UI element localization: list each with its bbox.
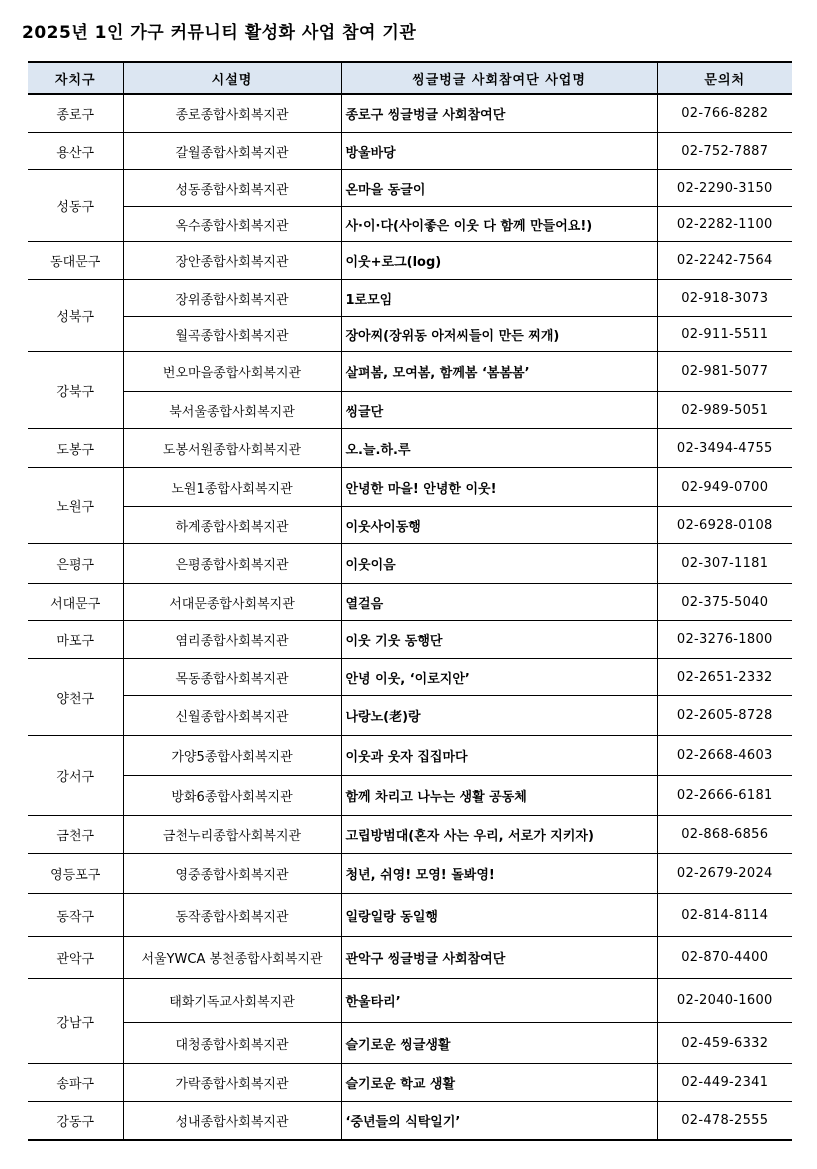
phone-cell: 02-2666-6181 xyxy=(657,776,792,816)
program-cell: 이웃 기웃 동행단 xyxy=(341,621,657,659)
phone-cell: 02-449-2341 xyxy=(657,1064,792,1102)
phone-cell: 02-459-6332 xyxy=(657,1023,792,1064)
phone-cell: 02-989-5051 xyxy=(657,392,792,429)
phone-cell: 02-3494-4755 xyxy=(657,429,792,468)
facility-cell: 가양5종합사회복지관 xyxy=(123,736,341,776)
facility-cell: 태화기독교사회복지관 xyxy=(123,979,341,1023)
table-row xyxy=(28,776,792,816)
table-row xyxy=(28,584,792,621)
district-cell: 용산구 xyxy=(28,133,123,170)
district-cell: 동작구 xyxy=(28,894,123,937)
table-row xyxy=(28,544,792,584)
program-cell: 슬기로운 씽글생활 xyxy=(341,1023,657,1064)
phone-cell: 02-3276-1800 xyxy=(657,621,792,659)
phone-cell: 02-766-8282 xyxy=(657,94,792,133)
phone-cell: 02-2282-1100 xyxy=(657,207,792,242)
table-row xyxy=(28,1102,792,1141)
table-row xyxy=(28,736,792,776)
phone-cell: 02-981-5077 xyxy=(657,352,792,392)
table-body xyxy=(28,94,792,1140)
program-cell: 1로모임 xyxy=(341,280,657,317)
district-cell: 성북구 xyxy=(28,280,123,352)
facility-cell: 대청종합사회복지관 xyxy=(123,1023,341,1064)
table-row xyxy=(28,429,792,468)
facility-cell: 신월종합사회복지관 xyxy=(123,696,341,736)
program-cell: 온마을 동글이 xyxy=(341,170,657,207)
district-cell: 서대문구 xyxy=(28,584,123,621)
header-district: 자치구 xyxy=(28,62,123,94)
table-row xyxy=(28,170,792,207)
program-cell: 이웃과 웃자 집집마다 xyxy=(341,736,657,776)
district-cell: 종로구 xyxy=(28,94,123,133)
phone-cell: 02-918-3073 xyxy=(657,280,792,317)
program-cell: 열걸음 xyxy=(341,584,657,621)
phone-cell: 02-911-5511 xyxy=(657,317,792,352)
phone-cell: 02-2242-7564 xyxy=(657,242,792,280)
program-cell: 방울바당 xyxy=(341,133,657,170)
phone-cell: 02-2668-4603 xyxy=(657,736,792,776)
facility-cell: 월곡종합사회복지관 xyxy=(123,317,341,352)
table-row xyxy=(28,696,792,736)
district-cell: 양천구 xyxy=(28,659,123,736)
program-cell: 오.늘.하.루 xyxy=(341,429,657,468)
facility-cell: 종로종합사회복지관 xyxy=(123,94,341,133)
facility-cell: 금천누리종합사회복지관 xyxy=(123,816,341,854)
program-cell: 종로구 씽글벙글 사회참여단 xyxy=(341,94,657,133)
page-title: 2025년 1인 가구 커뮤니티 활성화 사업 참여 기관 xyxy=(22,23,417,43)
phone-cell: 02-2605-8728 xyxy=(657,696,792,736)
table-row xyxy=(28,207,792,242)
facility-cell: 갈월종합사회복지관 xyxy=(123,133,341,170)
header-program: 씽글벙글 사회참여단 사업명 xyxy=(341,62,657,94)
program-cell: 고립방범대(혼자 사는 우리, 서로가 지키자) xyxy=(341,816,657,854)
participating-institutions-table xyxy=(28,61,792,1141)
program-cell: 이웃이음 xyxy=(341,544,657,584)
facility-cell: 방화6종합사회복지관 xyxy=(123,776,341,816)
district-cell: 은평구 xyxy=(28,544,123,584)
phone-cell: 02-478-2555 xyxy=(657,1102,792,1141)
program-cell: 사·이·다(사이좋은 이웃 다 함께 만들어요!) xyxy=(341,207,657,242)
district-cell: 영등포구 xyxy=(28,854,123,894)
facility-cell: 은평종합사회복지관 xyxy=(123,544,341,584)
facility-cell: 노원1종합사회복지관 xyxy=(123,468,341,507)
program-cell: 함께 차리고 나누는 생활 공동체 xyxy=(341,776,657,816)
district-cell: 송파구 xyxy=(28,1064,123,1102)
table-row xyxy=(28,317,792,352)
program-cell: 청년, 쉬영! 모영! 돌봐영! xyxy=(341,854,657,894)
facility-cell: 성동종합사회복지관 xyxy=(123,170,341,207)
table-row xyxy=(28,352,792,392)
facility-cell: 목동종합사회복지관 xyxy=(123,659,341,696)
table-row xyxy=(28,468,792,507)
program-cell: 살펴봄, 모여봄, 함께봄 ‘봄봄봄’ xyxy=(341,352,657,392)
program-cell: 이웃+로그(log) xyxy=(341,242,657,280)
program-cell: ‘중년들의 식탁일기’ xyxy=(341,1102,657,1141)
table-header-row xyxy=(28,62,792,94)
header-facility: 시설명 xyxy=(123,62,341,94)
program-cell: 관악구 씽글벙글 사회참여단 xyxy=(341,937,657,979)
header-contact: 문의처 xyxy=(657,62,792,94)
phone-cell: 02-2651-2332 xyxy=(657,659,792,696)
table-row xyxy=(28,1064,792,1102)
district-cell: 강서구 xyxy=(28,736,123,816)
table-row xyxy=(28,816,792,854)
phone-cell: 02-870-4400 xyxy=(657,937,792,979)
facility-cell: 영중종합사회복지관 xyxy=(123,854,341,894)
table-row xyxy=(28,94,792,133)
facility-cell: 가락종합사회복지관 xyxy=(123,1064,341,1102)
program-cell: 안녕 이웃, ‘이로지안’ xyxy=(341,659,657,696)
facility-cell: 옥수종합사회복지관 xyxy=(123,207,341,242)
phone-cell: 02-375-5040 xyxy=(657,584,792,621)
phone-cell: 02-949-0700 xyxy=(657,468,792,507)
table-row xyxy=(28,937,792,979)
phone-cell: 02-752-7887 xyxy=(657,133,792,170)
program-cell: 이웃사이동행 xyxy=(341,507,657,544)
district-cell: 강남구 xyxy=(28,979,123,1064)
program-cell: 장아찌(장위동 아저씨들이 만든 찌개) xyxy=(341,317,657,352)
facility-cell: 도봉서원종합사회복지관 xyxy=(123,429,341,468)
district-cell: 도봉구 xyxy=(28,429,123,468)
phone-cell: 02-814-8114 xyxy=(657,894,792,937)
district-cell: 금천구 xyxy=(28,816,123,854)
table-row xyxy=(28,854,792,894)
table-row xyxy=(28,979,792,1023)
district-cell: 성동구 xyxy=(28,170,123,242)
table-row xyxy=(28,392,792,429)
program-cell: 안녕한 마을! 안녕한 이웃! xyxy=(341,468,657,507)
facility-cell: 서울YWCA 봉천종합사회복지관 xyxy=(123,937,341,979)
phone-cell: 02-307-1181 xyxy=(657,544,792,584)
table-row xyxy=(28,242,792,280)
facility-cell: 하계종합사회복지관 xyxy=(123,507,341,544)
program-cell: 씽글단 xyxy=(341,392,657,429)
phone-cell: 02-6928-0108 xyxy=(657,507,792,544)
table-row xyxy=(28,1023,792,1064)
facility-cell: 장위종합사회복지관 xyxy=(123,280,341,317)
facility-cell: 염리종합사회복지관 xyxy=(123,621,341,659)
district-cell: 동대문구 xyxy=(28,242,123,280)
table-row xyxy=(28,621,792,659)
facility-cell: 서대문종합사회복지관 xyxy=(123,584,341,621)
facility-cell: 북서울종합사회복지관 xyxy=(123,392,341,429)
program-cell: 일랑일랑 동일행 xyxy=(341,894,657,937)
phone-cell: 02-2040-1600 xyxy=(657,979,792,1023)
district-cell: 관악구 xyxy=(28,937,123,979)
table-row xyxy=(28,659,792,696)
program-cell: 슬기로운 학교 생활 xyxy=(341,1064,657,1102)
district-cell: 강동구 xyxy=(28,1102,123,1141)
facility-cell: 성내종합사회복지관 xyxy=(123,1102,341,1141)
phone-cell: 02-2679-2024 xyxy=(657,854,792,894)
district-cell: 강북구 xyxy=(28,352,123,429)
facility-cell: 장안종합사회복지관 xyxy=(123,242,341,280)
phone-cell: 02-868-6856 xyxy=(657,816,792,854)
district-cell: 마포구 xyxy=(28,621,123,659)
table-row xyxy=(28,280,792,317)
facility-cell: 번오마을종합사회복지관 xyxy=(123,352,341,392)
table-row xyxy=(28,133,792,170)
phone-cell: 02-2290-3150 xyxy=(657,170,792,207)
table-row xyxy=(28,507,792,544)
facility-cell: 동작종합사회복지관 xyxy=(123,894,341,937)
program-cell: 나랑노(老)랑 xyxy=(341,696,657,736)
table-row xyxy=(28,894,792,937)
district-cell: 노원구 xyxy=(28,468,123,544)
program-cell: 한울타리’ xyxy=(341,979,657,1023)
